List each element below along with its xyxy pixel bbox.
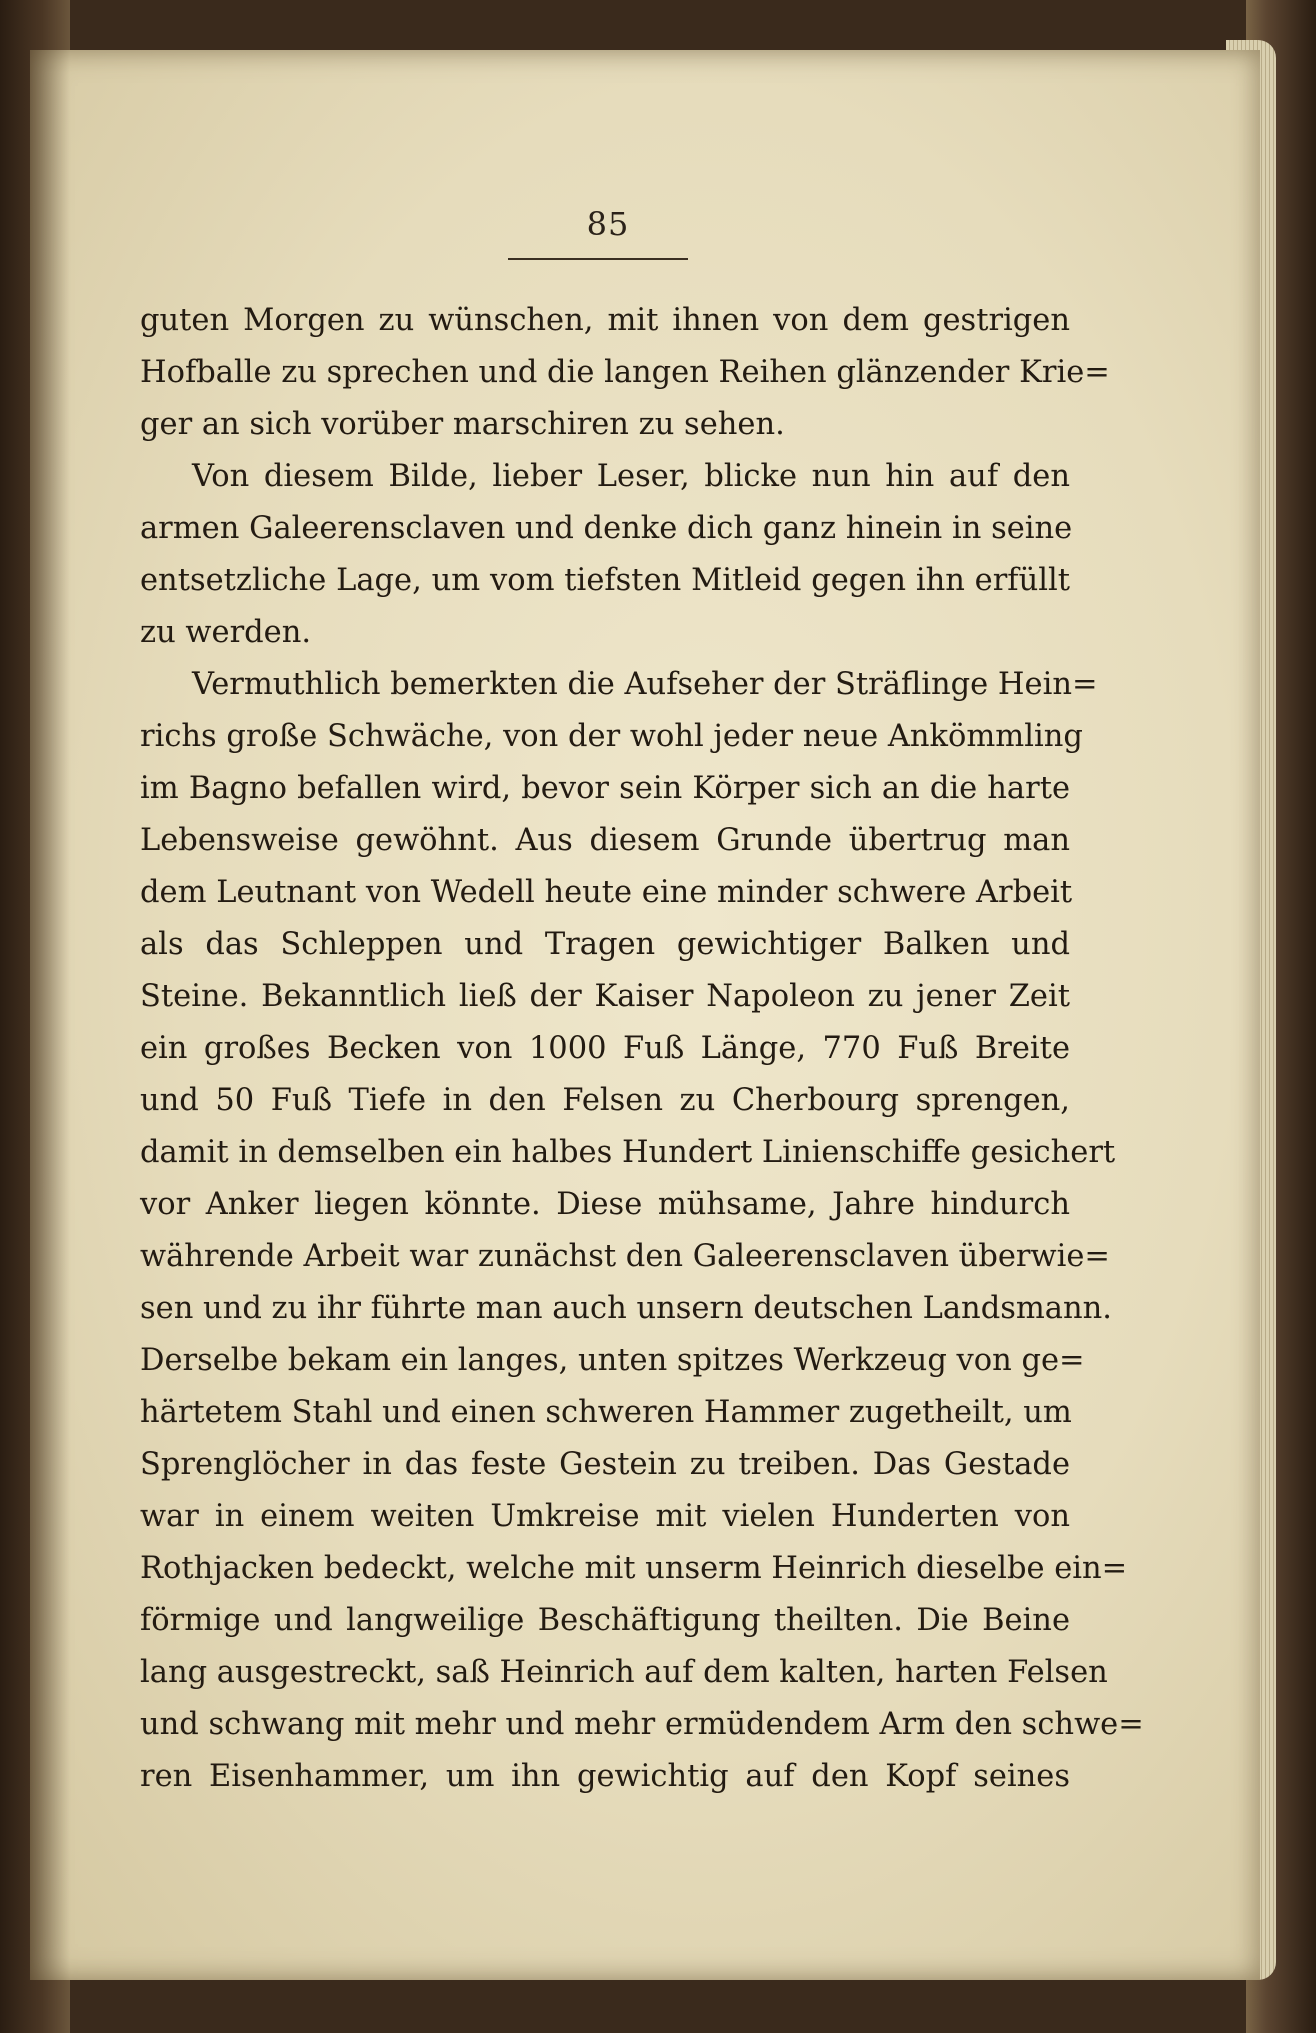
page-gutter-shadow [30,50,70,1980]
text-line: richs große Schwäche, von der wohl jeder neue Ankömmling [140,719,1083,754]
text-line: Steine. Bekanntlich ließ der Kaiser Napoleon zu jener Zeit [140,979,1070,1014]
text-line: ger an sich vorüber marschiren zu sehen. [140,407,785,442]
text-line: härtetem Stahl und einen schweren Hammer zugetheilt, um [140,1395,1072,1430]
text-line: Vermuthlich bemerkten die Aufseher der Sträflinge Hein= [192,667,1098,702]
text-line: Sprenglöcher in das feste Gestein zu treiben. Das Gestade [140,1447,1070,1482]
body-text [140,295,1144,1803]
text-line: und 50 Fuß Tiefe in den Felsen zu Cherbourg sprengen, [140,1083,1070,1118]
page-number: 85 [586,205,630,243]
text-line: dem Leutnant von Wedell heute eine minder schwere Arbeit [140,875,1073,910]
text-line: damit in demselben ein halbes Hundert Linienschiffe gesichert [140,1135,1116,1170]
text-line: Lebensweise gewöhnt. Aus diesem Grunde übertrug man [140,823,1070,858]
text-line: guten Morgen zu wünschen, mit ihnen von dem gestrigen [140,303,1070,338]
text-line: vor Anker liegen könnte. Diese mühsame, Jahre hindurch [140,1187,1070,1222]
text-line: als das Schleppen und Tragen gewichtiger Balken und [140,927,1070,962]
text-line: zu werden. [140,615,312,650]
text-line: entsetzliche Lage, um vom tiefsten Mitleid gegen ihn erfüllt [140,563,1070,598]
text-line: förmige und langweilige Beschäftigung theilten. Die Beine [140,1603,1070,1638]
text-line: ren Eisenhammer, um ihn gewichtig auf den Kopf seines [140,1759,1070,1794]
text-line: und schwang mit mehr und mehr ermüdendem Arm den schwe= [140,1707,1144,1742]
text-line: Hofballe zu sprechen und die langen Reihen glänzender Krie= [140,355,1110,390]
header-rule [508,258,688,260]
text-line: im Bagno befallen wird, bevor sein Körper sich an die harte [140,771,1070,806]
text-line: sen und zu ihr führte man auch unsern deutschen Landsmann. [140,1291,1112,1326]
text-line: ein großes Becken von 1000 Fuß Länge, 770 Fuß Breite [140,1031,1070,1066]
text-line: Rothjacken bedeckt, welche mit unserm Heinrich dieselbe ein= [140,1551,1128,1586]
text-line: währende Arbeit war zunächst den Galeerensclaven überwie= [140,1239,1110,1274]
text-line: armen Galeerensclaven und denke dich ganz hinein in seine [140,511,1073,546]
text-line: war in einem weiten Umkreise mit vielen Hunderten von [140,1499,1070,1534]
text-line: Von diesem Bilde, lieber Leser, blicke nun hin auf den [192,459,1070,494]
text-line: Derselbe bekam ein langes, unten spitzes Werkzeug von ge= [140,1343,1085,1378]
text-line: lang ausgestreckt, saß Heinrich auf dem kalten, harten Felsen [140,1655,1108,1690]
